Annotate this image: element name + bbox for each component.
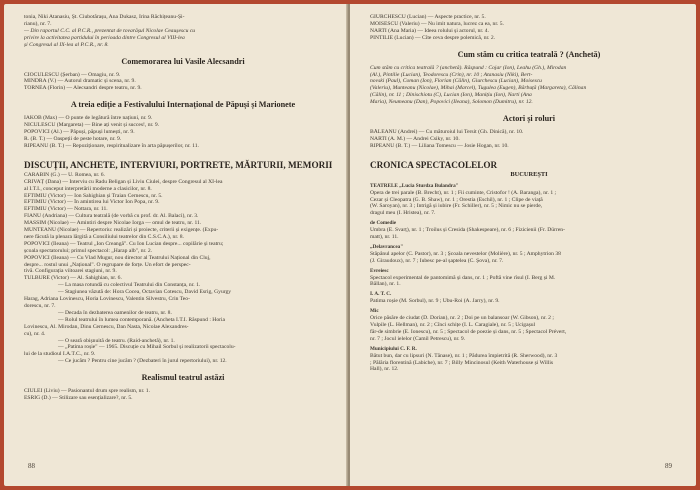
entry-line: EFTIMIU (Victor) — În amintirea lui Victor Ion Popa, nr. 9. (24, 199, 160, 206)
entry-line: dorescu, nr. 7. (24, 303, 56, 309)
entry-line: (J. Giraudoux), nr. 7 ; Iubesc pe-al șaptelea (C. Șova), nr. 7. (370, 257, 504, 264)
entry-line: — La masa rotundă cu colectivul Teatrului din Constanța, nr. 1. (58, 282, 201, 289)
left-column (24, 14, 342, 402)
entry-line: tonia, Niki Atanasiu, Șt. Ciubotărașu, Ana Dukasz, Irina Răchițeanu-Și- (24, 14, 185, 20)
page-number-left: 88 (28, 462, 35, 470)
section-heading: Actori și roluri (502, 114, 556, 124)
entry-line: Harag, Adriana Lovinescu, Horia Lovinescu, Valentin Silvestru, Crin Teo- (24, 296, 190, 303)
entry-line: TORNEA (Florin) — Alecsandri despre teatru, nr. 9. (24, 85, 142, 92)
entry-line: ; Pălăria florentină (Labiche), nr. 7 ; Billy Mincinosul (Keith Waterhouse și Willis (370, 359, 554, 366)
entry-line: Spectacol experimental de pantomimă și dans, nr. 1 ; Poftă vine rîsul (I. Berg și M. (370, 274, 556, 281)
left-page (4, 4, 348, 486)
entry-line: nr. 7 ; Jocul ielelor (Camil Petrescu), nr. 9. (370, 335, 466, 342)
entry-line: nere făcută la plenara lărgită a Consiliului teatrelor din C.S.C.A.), nr. 8. (24, 233, 184, 240)
entry-line: POPOVICI (Al.) — Păpuși, păpuși lumești, nr. 9. (24, 129, 135, 136)
section-heading: Realismul teatrul astăzi (141, 373, 225, 383)
section-heading: Comemorarea lui Vasile Alecsandri (121, 56, 245, 66)
entry-line: POPOVICI (Ileana) — Cu Vlad Mugur, nou director al Teatrului Național din Cluj, (24, 254, 211, 261)
entry-line: Orice păsăre de ciudat (D. Dorian), nr. 2 ; Doi pe un balansoar (W. Gibson), nr. 2 ; (370, 315, 554, 322)
entry-line: (W. Saroyan), nr. 3 ; Intrigă și iubire (Fr. Schiller), nr. 5 ; Nimic nu se pierde, (370, 203, 543, 210)
venue-heading: TEATRELE „Lucia Sturdza Bulandra" (370, 182, 459, 189)
entry-line: MOISESCU (Valeriu) — Nu imit natura, lucrez ca ea, nr. 5. (370, 20, 504, 27)
entry-line: CRIVAȚ (Dana) — Interviu cu Radu Beligan și Liviu Ciulei, despre Congresul al XI-lea (24, 178, 223, 185)
entry-line: cu), nr. 4. (24, 330, 46, 337)
entry-line: novski (Paul), Coman (Ion), Florian (Călin), Giurchescu (Lucian), Moisescu (370, 78, 542, 85)
entry-line: POPOVICI (Ileana) — Teatrul „Ion Creangă". Cu Ion Lucian despre... copilărie și teatru; (24, 240, 224, 247)
entry-line: Băllan), nr. 1. (370, 281, 401, 288)
right-page (350, 4, 696, 486)
entry-line: R. (B. T.) — Oaspeții de peste hotare, nr. 9. (24, 135, 122, 142)
entry-line: GIURCHESCU (Lucian) — Aspecte practice, nr. 5. (370, 14, 486, 20)
entry-line: Lovinescu, Al. Mirodan, Dinu Cernescu, Dan Nasta, Nicolae Alexandres- (24, 323, 189, 330)
entry-line: Hall), nr. 12. (370, 366, 399, 373)
entry-line: PINTILIE (Lucian) — Cîte ceva despre polemică, nr. 2. (370, 34, 496, 41)
entry-line: Patima roșie (M. Sorbul), nr. 9 ; Ubu-Roi (A. Jarry), nr. 9. (370, 298, 500, 305)
entry-line: despre... rostul unui „Național". O regrupare de forțe. Un efort de perspec- (24, 261, 191, 268)
entry-line: matt), nr. 11. (370, 234, 399, 241)
venue-heading: „Delavrancea" (370, 243, 404, 250)
entry-line: rianu), nr. 7. (24, 20, 52, 27)
entry-line: FIANU (Andriana) — Cultura teatrală (de vorbă cu prof. dr. Al. Balaci), nr. 3. (24, 213, 199, 220)
entry-line: Vulpile (L. Hellman), nr. 2 ; Cînci schițe (I. L. Caragiale), nr. 5 ; Ucigașul (370, 322, 536, 328)
entry-line: MINDRA (V.) — Autorul dramatic și scena, nr. 9. (24, 78, 136, 85)
entry-line: (Al.), Pintilie (Lucian), Teodorescu (Crin), nr. 10 ; Atanasiu (Niki), Bert- (370, 71, 533, 78)
entry-line: — O seară obișnuită de teatru. (Raid-anchetă), nr. 1. (58, 337, 175, 344)
entry-line: școala spectatorului; primul spectacol: „Harap alb", nr. 2. (24, 247, 153, 254)
entry-line: CIULEI (Liviu) — Pasionantul drum spre realism, nr. 1. (24, 388, 150, 395)
entry-line: privire la activitatea partidului în perioada dintre Congresul al VIII-lea (24, 34, 185, 41)
entry-line: (Călin), nr. 11 ; Dinischiotu (C), Lucian (Ion), Manițiu (Ion), Narti (Ana (370, 92, 532, 99)
section-heading: A treia ediție a Festivalului Internațional de Păpuși și Marionete (70, 100, 296, 110)
entry-line: Cezar și Cleopatra (G. B. Shaw), nr. 1 ; Orestia (Eschil), nr. 1 ; Clipe de viață (370, 196, 543, 203)
entry-line: — „Patima roșie" — 1965. Discuție cu Mihail Sorbul și realizatorii spectacolu- (58, 344, 236, 351)
chronicle-city: BUCUREȘTI (510, 170, 548, 178)
entry-line: NARTI (Ana Maria) — Ideea rolului și actorul, nr. 4. (370, 27, 489, 34)
entry-line: — Rolul teatrului în lumea contemporană. (Ancheta I.T.I. Răspund : Horia (58, 316, 226, 323)
venue-heading: I. A. T. C. (370, 291, 392, 298)
entry-line: — Ce jucăm ? Pentru cine jucăm ? (Dezbateri în jurul repertoriului), nr. 12. (58, 358, 227, 365)
entry-line: MUNTEANU (Nicolae) — Repertoriu: realizări și proiecte, criterii și exigențe. (Expu- (24, 227, 219, 234)
entry-line: CARABIN (G.) — U. Romea, nr. 6. (24, 171, 105, 178)
entry-line: RIPEANU (B. T.) — Repoziționare, respiritualizare în arta păpușerilor, nr. 11. (24, 142, 199, 149)
entry-line: — Decada în dezbaterea oamenilor de teatru, nr. 8. (58, 309, 172, 316)
entry-line: și Congresul al IX-lea al P.C.R., nr. 8. (24, 41, 109, 48)
entry-line: EFTIMIU (Victor) — Nottara, nr. 11. (24, 206, 108, 213)
entry-line: — Stagiunea văzută de: Hora Cocea, Octavian Cotescu, David Esrig, Gyurgy (58, 289, 232, 296)
entry-line: BĂLEANU (Andrei) — Cu măturoiul lui Tersit (Gh. Dinică), nr. 10. (370, 129, 524, 136)
entry-line: Maria), Neumeanu (Dan), Popovici (Ileana), Solomon (Dumitru), nr. 12. (370, 99, 533, 106)
entry-line: RIPEANU (B. T.) — Liliana Tomescu — Josie Hogan, nr. 10. (370, 142, 509, 149)
entry-line: IAKOB (Max) — O punte de legătură între națiuni, nr. 9. (24, 115, 153, 122)
entry-line: NARTI (A. M.) — Andrei Csiky, nr. 10. (370, 135, 460, 142)
entry-line: — Din raportul C.C. al P.C.R., prezentat de tovarășul Nicolae Ceaușescu cu (24, 27, 196, 34)
page-number-right: 89 (665, 462, 672, 470)
entry-line: tivă. Configurația viitoarei stagiuni, nr. 9. (24, 268, 117, 275)
entry-line: al I.T.I., conceput interpretării moderne a clasicilor, nr. 8. (24, 185, 152, 192)
section-heading: DISCUȚII, ANCHETE, INTERVIURI, PORTRETE, MĂRTURII, MEMORII (24, 159, 333, 170)
venue-heading: Evreiesc (370, 267, 389, 274)
entry-line: TULBURE (Victor) — Al. Sahighian, nr. 6. (24, 275, 122, 282)
entry-line: Umbra (E. Svarț), nr. 1 ; Troilus și Cresida (Shakespeare), nr. 6 ; Fizicienii (Fr. Dürren- (370, 227, 565, 234)
entry-line: (Valeriu), Munteanu (Nicolae), Mihai (Marcel), Tugulea (Eugen), Bărbuță (Margareta), Călinan (370, 85, 587, 92)
entry-line: MASSIM (Nicolae) — Amintiri despre Nicolae Iorga — omul de teatru, nr. 11. (24, 220, 202, 227)
entry-line: Opera de trei parale (B. Brecht), nr. 1 ; Fii cuminte, Cristofor ! (A. Baranga), nr. 1 ; (370, 189, 557, 196)
entry-line: EFTIMIU (Victor) — Ion Sahighian și Traian Cernescu, nr. 5. (24, 192, 163, 199)
entry-line: Bătut bun, dar cu lipsuri (N. Tănase), nr. 1 ; Pădurea împietrită (R. Sherwood), nr. 3 (370, 352, 558, 359)
entry-line: Cum stăm cu critica teatrală ? (anchetă). Răspund : Cojar (Ion), Leahu (Gh.), Mirodan (370, 64, 567, 71)
venue-heading: de Comedie (370, 220, 397, 227)
entry-line: lui de la studioul I.A.T.C., nr. 9. (24, 351, 96, 358)
venue-heading: Mic (370, 308, 379, 315)
chronicle-heading: CRONICA SPECTACOLELOR (370, 159, 498, 170)
section-heading: Cum stăm cu critica teatrală ? (Anchetă) (457, 49, 601, 59)
entry-line: făr-de simbrie (E. Ionescu), nr. 5 ; Spectacol de poezie și dans, nr. 5 ; Spectacol Prévert, (370, 328, 567, 335)
entry-line: ESRIG (D.) — Stilizare sau esențializare?, nr. 5. (24, 395, 133, 402)
right-column (370, 14, 688, 373)
venue-heading: Municipiului C. F. R. (370, 345, 417, 352)
entry-line: NICULESCU (Margareta) — Bine ați venit și succes!, nr. 9. (24, 122, 160, 129)
entry-line: CIOCULESCU (Șerban) — Omagiu, nr. 9. (24, 71, 121, 78)
entry-line: dragul meu (I. Hristea), nr. 7. (370, 210, 436, 217)
entry-line: Stăpânul apelor (C. Pastor), nr. 3 ; Școala nevestelor (Molière), nr. 5 ; Amphytrion 38 (370, 250, 561, 257)
